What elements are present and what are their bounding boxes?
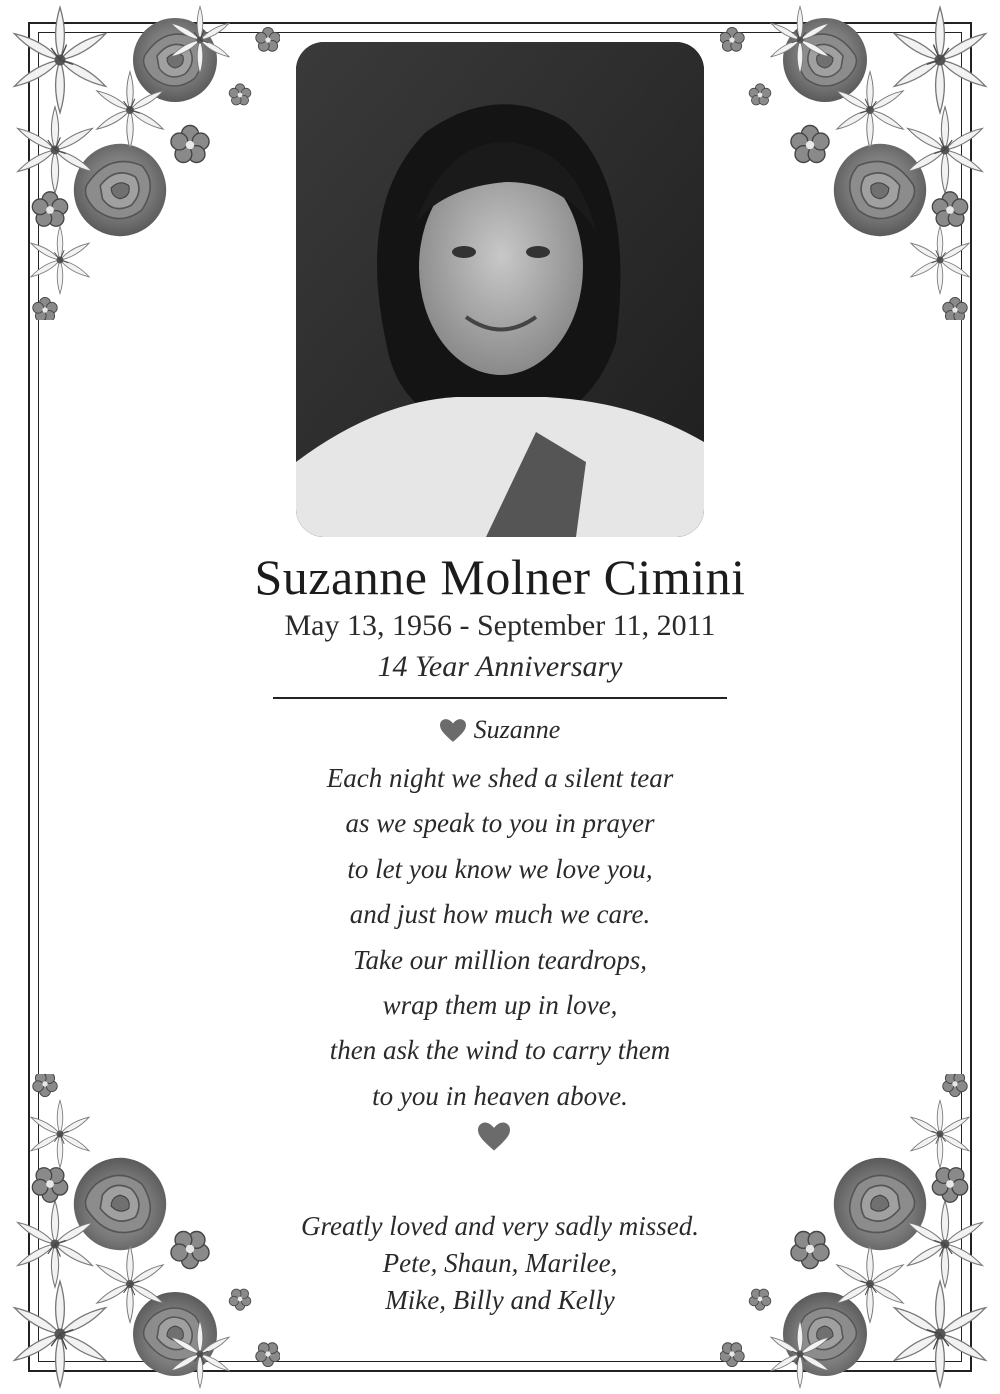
poem-line: as we speak to you in prayer	[345, 808, 655, 839]
deceased-name: Suzanne Molner Cimini	[254, 549, 746, 605]
closing-line: Mike, Billy and Kelly	[385, 1285, 615, 1315]
floral-corner-icon	[720, 0, 1000, 320]
portrait-photo	[296, 42, 704, 537]
poem-line: Take our million teardrops,	[352, 944, 648, 975]
divider	[273, 697, 727, 699]
poem	[0, 756, 1000, 1119]
poem-line: Each night we shed a silent tear	[326, 763, 674, 793]
closing-line: Greatly loved and very sadly missed.	[301, 1211, 699, 1241]
poem-title-text: Suzanne	[473, 715, 561, 744]
life-dates: May 13, 1956 - September 11, 2011	[284, 609, 716, 642]
floral-corner-icon	[0, 0, 280, 320]
poem-line: wrap them up in love,	[382, 989, 618, 1020]
poem-line: then ask the wind to carry them	[329, 1035, 671, 1066]
closing-line: Pete, Shaun, Marilee,	[382, 1248, 618, 1278]
poem-line: to let you know we love you,	[347, 853, 653, 884]
heart-icon	[440, 719, 466, 742]
heart-icon	[478, 1122, 510, 1151]
poem-line: and just how much we care.	[349, 899, 651, 930]
closing-message	[0, 1208, 1000, 1319]
anniversary-label: 14 Year Anniversary	[377, 650, 623, 683]
poem-line: to you in heaven above.	[372, 1080, 628, 1111]
poem-title	[0, 715, 1000, 745]
